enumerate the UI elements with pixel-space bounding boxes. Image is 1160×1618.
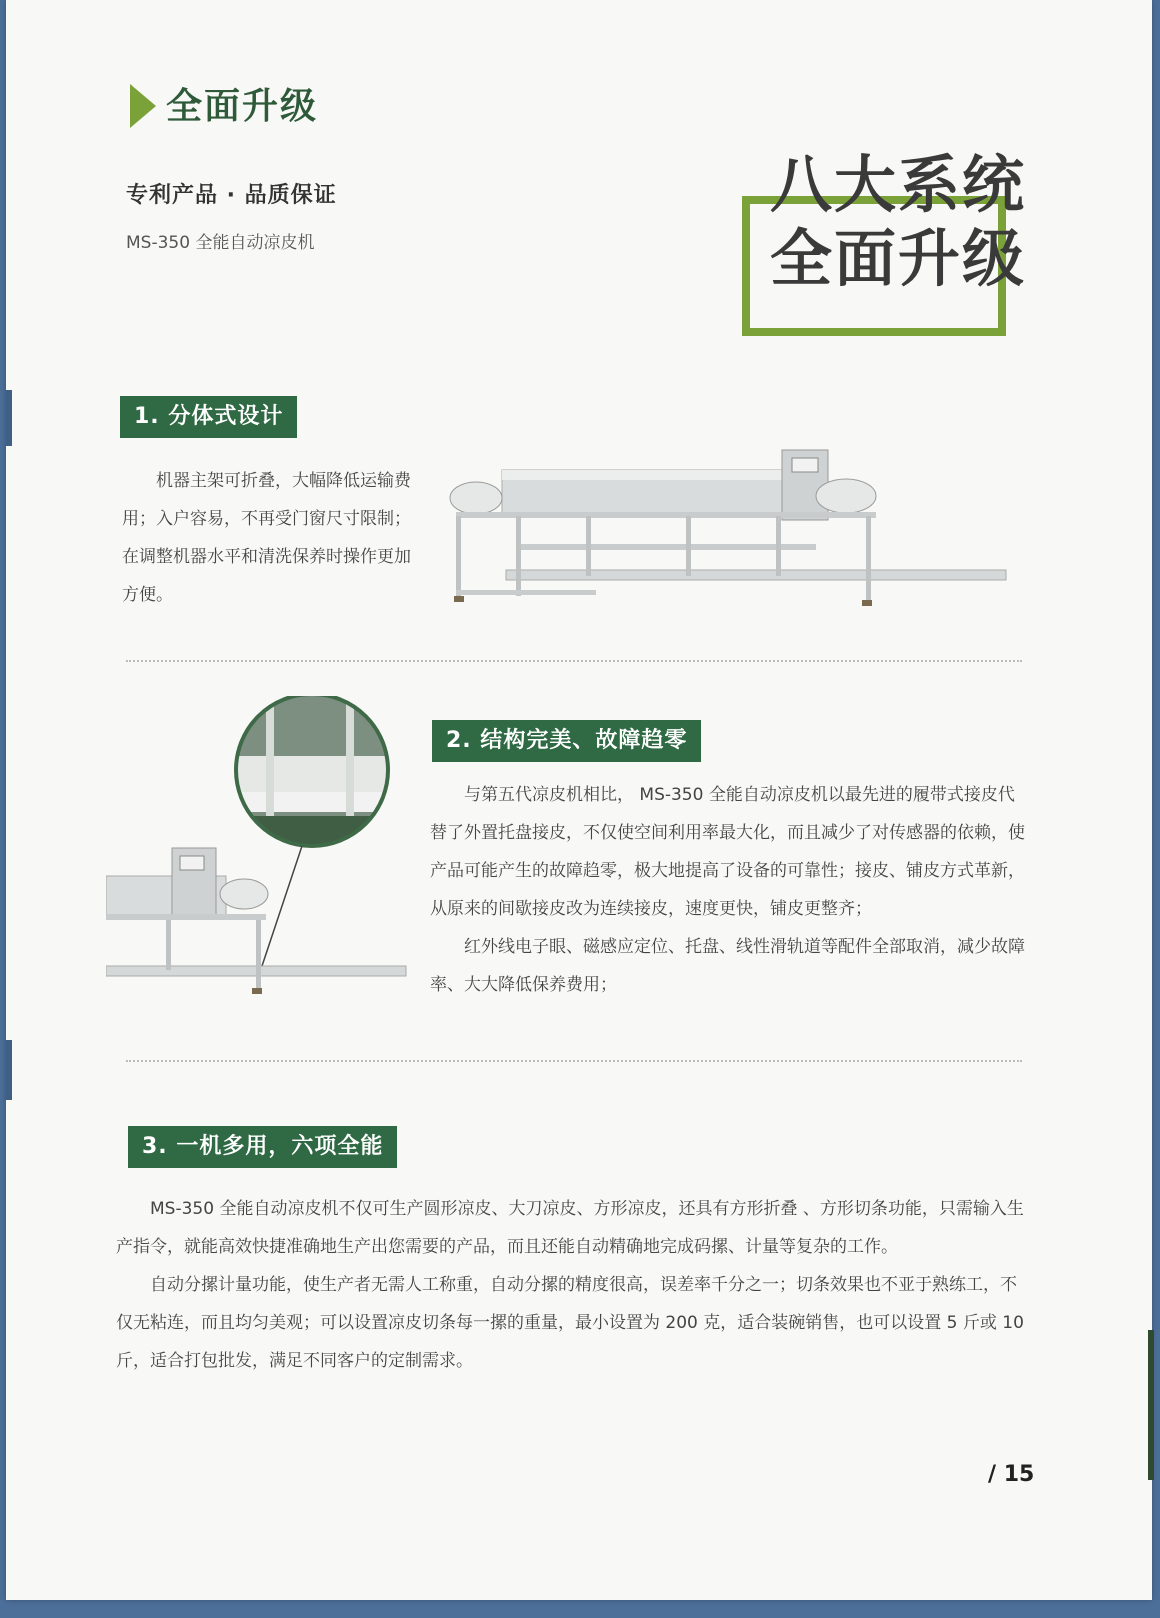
spine-mark xyxy=(6,1040,12,1100)
machine-detail-image xyxy=(106,696,426,1006)
section-2-paragraph-2: 红外线电子眼、磁感应定位、托盘、线性滑轨道等配件全部取消，减少故障率、大大降低保养费用； xyxy=(430,937,1025,995)
section-2-tag: 2. 结构完美、故障趋零 xyxy=(432,720,701,762)
feature-line-1: 八大系统 xyxy=(770,148,1027,221)
page-edge-mark xyxy=(1148,1330,1154,1480)
section-3-paragraph-2: 自动分摞计量功能，使生产者无需人工称重，自动分摞的精度很高，误差率千分之一；切条效果也不亚于熟练工，不仅无粘连，而且均匀美观；可以设置凉皮切条每一摞的重量，最小设置为 200 克，适合装碗销售，也可以设置 5 斤或 10 斤，适合打包批发，满足不同客户的定制需求。 xyxy=(116,1275,1024,1371)
machine-image-full xyxy=(446,440,1026,610)
section-3-tag: 3. 一机多用，六项全能 xyxy=(128,1126,397,1168)
section-divider xyxy=(126,1060,1022,1062)
slogan: 专利产品 · 品质保证 xyxy=(126,183,337,208)
page-number: / 15 xyxy=(988,1462,1035,1487)
model-line: MS-350 全能自动凉皮机 xyxy=(126,233,315,253)
section-3-text xyxy=(116,1190,1032,1380)
spine-mark xyxy=(6,390,12,446)
section-1-text xyxy=(122,462,412,614)
section-1-paragraph: 机器主架可折叠，大幅降低运输费用；入户容易，不再受门窗尺寸限制；在调整机器水平和清洗保养时操作更加方便。 xyxy=(122,471,411,605)
section-2-paragraph-1: 与第五代凉皮机相比， MS-350 全能自动凉皮机以最先进的履带式接皮代替了外置托盘接皮，不仅使空间利用率最大化，而且减少了对传感器的依赖，使产品可能产生的故障趋零，极大地提高了设备的可靠性；接皮、铺皮方式革新，从原来的间歇接皮改为连续接皮，速度更快，铺皮更整齐； xyxy=(430,785,1025,919)
feature-headline xyxy=(770,148,1026,296)
brochure-page xyxy=(6,0,1152,1600)
section-1-tag: 1. 分体式设计 xyxy=(120,396,297,438)
header-arrow-icon xyxy=(130,84,156,128)
page-title: 全面升级 xyxy=(166,86,319,127)
section-3-paragraph-1: MS-350 全能自动凉皮机不仅可生产圆形凉皮、大刀凉皮、方形凉皮，还具有方形折叠 、方形切条功能，只需输入生产指令，就能高效快捷准确地生产出您需要的产品，而且还能自动精确地完成码摞、计量等复杂的工作。 xyxy=(116,1199,1024,1257)
section-divider xyxy=(126,660,1022,662)
section-2-text xyxy=(430,776,1026,1004)
feature-line-2: 全面升级 xyxy=(770,222,1027,295)
